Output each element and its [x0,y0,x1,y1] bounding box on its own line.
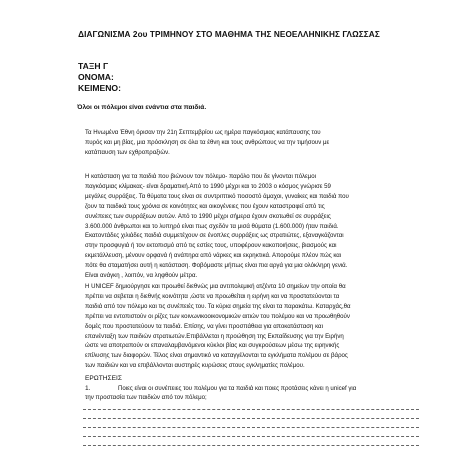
answer-line [83,436,419,437]
paragraph-line: πρέπει να σεβεται η διεθνής κοινότητα ,ώστε να προωθείται η ειρήνη και να προστατεύονται τα [85,292,340,300]
paragraph-line: πρέπει να εντοπιστούν οι ρίζες των κοινωνικοοικονομικών αιτιών του πολέμου και να προωθηθούν [85,312,350,320]
paragraph-line: παγκόσμιας κλίμακας- είναι δραματική.Από το 1990 μέχρι και το 2003 ο κόσμος γνώρισε 59 [85,182,331,190]
question-1-number: 1. [85,385,91,392]
paragraph-line: συνέπειες των συρράξεων αυτών. Από το 1990 μέχρι σήμερα έχουν σκοτωθεί σε συρράξεις [85,212,331,220]
answer-line [83,445,419,446]
paragraph-line: εκμετάλλευση, μένουν ορφανά ή ανάπηρα από νάρκες και εκρηκτικά. Απορούμε πλέον πώς και [85,252,342,260]
paragraph-line: Η UNICEF δημιούργησε και προωθεί διεθνώς μια αντιπολεμική ατζέντα 10 σημείων την οποία θα [85,283,346,290]
paragraph-line: κατάπαυση των εχθροπραξιών. [85,148,170,156]
paragraph-line: των παιδιών και να επιβάλλονται αυστηρές κυρώσεις στους εγκληματίες πολέμου. [85,362,305,370]
name-label: ΟΝΟΜΑ: [78,72,114,82]
paragraph-line: ώστε να αποτραπούν οι επαναλαμβανόμενοι κύκλοι βίας και συγκρούσεων μέσω της ειρηνικής [85,342,340,350]
document-title: ΔΙΑΓΩΝΙΣΜΑ 2ου ΤΡΙΜΗΝΟΥ ΣΤΟ ΜΑΘΗΜΑ ΤΗΣ ΝΕΟΕΛΛΗΝΙΚΗΣ ΓΛΩΣΣΑΣ [78,30,380,39]
class-label: ΤΑΞΗ Γ [78,61,109,71]
paragraph-line: Η κατάσταση για τα παιδιά που βιώνουν τον πόλεμο- παρόλο που δε γίνονται πόλεμοι [85,173,316,180]
paragraph-line: επανένταξη των παιδιών στρατιωτών.Επιβάλλεται η προώθηση της Εκπαίδευσης για την Ειρήνη [85,332,344,340]
paragraph-line: ζουν τα παιδικά τους χρόνια σε κοινότητες και οικογένειες που έχουν καταστραφεί από τις [85,202,325,210]
answer-line [83,409,419,410]
questions-heading: ΕΡΩΤΗΣΕΙΣ [85,375,122,382]
paragraph-line: επίλυσης των διαφορών. Τέλος είναι σημαντικό να καταγγέλονται τα εγκλήματα πολέμου σε βάρος [85,352,348,360]
paragraph-line: Εκατοντάδες χιλιάδες παιδιά συμμετέχουν σε ένοπλες συρράξεις ως στρατιώτες, εξαναγκάζονται [85,232,344,240]
paragraph-line: παιδιά από τον πόλεμο και τις συνέπειές του. Τα κύρια σημεία της είναι τα παρακάτω. Καταρχάς,θα [85,302,351,310]
paragraph-line: στην προσφυγιά ή τον εκτοπισμό από τις εστίες τους, υποφέρουν κακοποιήσεις, βιασμούς και [85,242,337,250]
paragraph-line: πότε θα σταματήσει αυτή η κατάσταση. Φοβόμαστε μήπως είναι πια αργά για μια ολόκληρη γενιά. [85,262,348,270]
paragraph-line: Τα Ηνωμένα Έθνη όρισαν την 21η Σεπτεμβρίου ως ημέρα παγκόσμιας κατάπαυσης του [85,129,321,136]
text-subtitle: Όλοι οι πόλεμοι είναι ενάντια στα παιδιά. [77,104,207,111]
question-1-text: Ποιες είναι οι συνέπειες του πολέμου για τα παιδιά και ποιες προτάσεις κάνει η unicef για [118,385,357,392]
answer-line [83,427,419,428]
paragraph-3 [85,282,403,371]
paragraph-line: 3.600.000 άνθρωποι και το λυπηρό είναι πως σχεδόν τα μισά θύματα (1.600.000) ήταν παιδιά. [85,222,339,230]
paragraph-line: δομές που προστατεύουν τα παιδιά. Επίσης, να γίνει προσπάθεια για αποκατάσταση και [85,322,323,330]
question-1-text-continued: την προστασία των παιδιών από τον πόλεμο; [85,394,207,401]
paragraph-line: μεγάλες συρράξεις. Τα θύματα τους είναι σε συντριπτικό ποσοστό άμαχοι, γυναίκες και παιδιά που [85,192,349,200]
paragraph-1 [85,128,403,158]
text-label: ΚΕΙΜΕΝΟ: [78,83,121,93]
answer-line [83,418,419,419]
paragraph-line: πυρός και μη βίας, μια πρόσκληση σε όλα τα έθνη και τους ανθρώπους να την τιμήσουν με [85,138,330,146]
paragraph-line: Είναι ανάγκη , λοιπόν, να ληφθούν μέτρα. [85,272,198,280]
paragraph-2 [85,172,403,281]
